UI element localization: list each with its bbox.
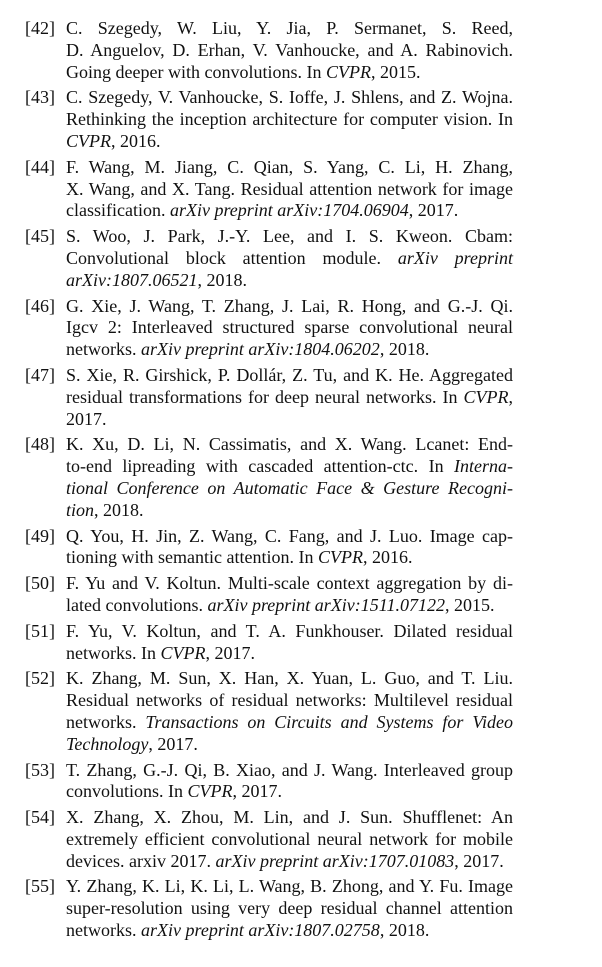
reference-text: Rethinking the inception architecture for computer vision. In bbox=[66, 109, 513, 130]
reference-entry bbox=[25, 434, 515, 521]
reference-entry bbox=[25, 573, 515, 617]
reference-entry bbox=[25, 621, 515, 665]
reference-line bbox=[66, 668, 513, 690]
reference-text: devices. arxiv 2017. bbox=[66, 850, 216, 871]
reference-venue: arXiv preprint arXiv:1804.06202 bbox=[141, 339, 380, 360]
reference-line bbox=[66, 478, 513, 500]
reference-line bbox=[66, 526, 513, 548]
reference-entry bbox=[25, 296, 515, 361]
reference-line bbox=[66, 179, 513, 201]
reference-line bbox=[66, 807, 513, 829]
reference-text: , 2017. bbox=[148, 733, 198, 754]
reference-entry bbox=[25, 668, 515, 755]
reference-line bbox=[66, 643, 513, 665]
reference-entry bbox=[25, 18, 515, 83]
reference-list bbox=[25, 18, 515, 946]
reference-line bbox=[66, 200, 513, 222]
reference-label: [42] bbox=[25, 18, 55, 38]
reference-text: G. Xie, J. Wang, T. Zhang, J. Lai, R. Hong, and G.-J. Qi. bbox=[66, 295, 513, 316]
reference-line bbox=[66, 547, 513, 569]
reference-line bbox=[66, 270, 513, 292]
reference-text: , 2015. bbox=[370, 61, 421, 82]
reference-line bbox=[66, 248, 513, 270]
reference-line bbox=[66, 456, 513, 478]
reference-text: K. Xu, D. Li, N. Cassimatis, and X. Wang. Lcanet: End- bbox=[66, 434, 513, 455]
reference-text: , 2018. bbox=[379, 920, 430, 941]
reference-entry bbox=[25, 365, 515, 430]
reference-label: [52] bbox=[25, 668, 55, 689]
reference-line bbox=[66, 365, 513, 387]
reference-line bbox=[66, 500, 513, 522]
reference-venue: CVPR bbox=[325, 61, 371, 82]
reference-text: , bbox=[508, 386, 513, 407]
reference-line bbox=[66, 434, 513, 456]
reference-text: , 2017. bbox=[232, 781, 282, 802]
reference-venue: Transactions on Circuits and Systems for Video bbox=[145, 711, 513, 732]
reference-label: [55] bbox=[25, 876, 55, 897]
reference-line bbox=[66, 409, 513, 431]
reference-line bbox=[66, 734, 513, 756]
reference-text: , 2017. bbox=[408, 200, 459, 221]
reference-venue: CVPR bbox=[317, 547, 363, 568]
reference-text: C. Szegedy, V. Vanhoucke, S. Ioffe, J. Shlens, and Z. Wojna. bbox=[66, 87, 513, 108]
reference-text: Q. You, H. Jin, Z. Wang, C. Fang, and J. Luo. Image cap- bbox=[66, 525, 513, 546]
reference-text: 2017. bbox=[66, 408, 107, 429]
reference-venue: Interna- bbox=[454, 456, 513, 477]
reference-text: Residual networks of residual networks: Multilevel residual bbox=[66, 690, 513, 711]
reference-line bbox=[66, 898, 513, 920]
reference-text: S. Woo, J. Park, J.-Y. Lee, and I. S. Kweon. Cbam: bbox=[66, 226, 513, 247]
reference-venue: CVPR bbox=[66, 130, 111, 151]
reference-text: convolutions. In bbox=[66, 781, 188, 802]
reference-line bbox=[66, 317, 513, 339]
reference-text: residual transformations for deep neural networks. In bbox=[66, 386, 464, 407]
reference-label: [44] bbox=[25, 156, 55, 177]
reference-venue: CVPR bbox=[160, 642, 206, 663]
reference-text: , 2018. bbox=[197, 269, 247, 290]
reference-text: Igcv 2: Interleaved structured sparse convolutional neural bbox=[66, 317, 513, 338]
reference-line bbox=[66, 296, 513, 318]
reference-text: extremely efficient convolutional neural network for mobile bbox=[66, 828, 513, 849]
reference-text: S. Xie, R. Girshick, P. Dollár, Z. Tu, and K. He. Aggregated bbox=[66, 364, 513, 385]
reference-line bbox=[66, 920, 513, 942]
reference-line bbox=[66, 760, 513, 782]
reference-text: tioning with semantic attention. In bbox=[66, 547, 318, 568]
reference-text: , 2018. bbox=[379, 339, 430, 360]
reference-line bbox=[66, 690, 513, 712]
reference-venue: arXiv preprint arXiv:1707.01083 bbox=[215, 850, 455, 871]
reference-venue: tion bbox=[66, 499, 95, 520]
reference-line bbox=[66, 40, 513, 62]
reference-line bbox=[66, 712, 513, 734]
reference-text: super-resolution using very deep residual channel attention bbox=[66, 898, 513, 919]
reference-line bbox=[66, 157, 513, 179]
reference-text: C. Szegedy, W. Liu, Y. Jia, P. Sermanet, S. Reed, bbox=[66, 18, 513, 38]
reference-line bbox=[66, 109, 513, 131]
reference-text: D. Anguelov, D. Erhan, V. Vanhoucke, and A. Rabinovich. bbox=[66, 39, 513, 60]
reference-label: [49] bbox=[25, 525, 55, 546]
reference-line bbox=[66, 62, 513, 84]
reference-line bbox=[66, 226, 513, 248]
reference-venue: arXiv preprint arXiv:1807.02758 bbox=[141, 920, 380, 941]
reference-line bbox=[66, 573, 513, 595]
reference-text: networks. In bbox=[66, 642, 161, 663]
reference-text: networks. bbox=[66, 920, 141, 941]
reference-text: , 2017. bbox=[205, 642, 255, 663]
reference-text: Going deeper with convolutions. In bbox=[66, 61, 326, 82]
reference-venue: CVPR bbox=[463, 386, 509, 407]
reference-entry bbox=[25, 876, 515, 941]
reference-text: classification. bbox=[66, 200, 170, 221]
reference-venue: CVPR bbox=[187, 781, 233, 802]
reference-line bbox=[66, 18, 513, 40]
reference-line bbox=[66, 621, 513, 643]
reference-text: networks. bbox=[66, 339, 141, 360]
reference-entry bbox=[25, 526, 515, 570]
reference-entry bbox=[25, 157, 515, 222]
reference-line bbox=[66, 876, 513, 898]
reference-label: [47] bbox=[25, 364, 55, 385]
reference-label: [54] bbox=[25, 807, 55, 828]
reference-text: to-end lipreading with cascaded attention-ctc. In bbox=[66, 456, 455, 477]
reference-text: , 2016. bbox=[362, 547, 413, 568]
reference-label: [51] bbox=[25, 620, 55, 641]
reference-text: F. Yu, V. Koltun, and T. A. Funkhouser. Dilated residual bbox=[66, 620, 513, 641]
reference-line bbox=[66, 851, 513, 873]
reference-text: T. Zhang, G.-J. Qi, B. Xiao, and J. Wang. Interleaved group bbox=[66, 759, 513, 780]
reference-text: K. Zhang, M. Sun, X. Han, X. Yuan, L. Guo, and T. Liu. bbox=[66, 668, 513, 689]
reference-line bbox=[66, 87, 513, 109]
reference-line bbox=[66, 131, 513, 153]
reference-venue: tional Conference on Automatic Face & Gesture Recogni- bbox=[66, 477, 513, 498]
reference-label: [48] bbox=[25, 434, 55, 455]
reference-entry bbox=[25, 807, 515, 872]
reference-line bbox=[66, 339, 513, 361]
reference-text: F. Wang, M. Jiang, C. Qian, S. Yang, C. Li, H. Zhang, bbox=[66, 156, 513, 177]
reference-text: Y. Zhang, K. Li, K. Li, L. Wang, B. Zhong, and Y. Fu. Image bbox=[66, 876, 513, 897]
reference-venue: arXiv preprint arXiv:1704.06904 bbox=[169, 200, 409, 221]
reference-entry bbox=[25, 760, 515, 804]
reference-label: [46] bbox=[25, 295, 55, 316]
reference-venue: arXiv preprint arXiv:1511.07122 bbox=[207, 594, 445, 615]
reference-text: lated convolutions. bbox=[66, 594, 208, 615]
reference-label: [53] bbox=[25, 759, 55, 780]
reference-text: X. Zhang, X. Zhou, M. Lin, and J. Sun. Shufflenet: An bbox=[66, 807, 513, 828]
reference-label: [50] bbox=[25, 573, 55, 594]
reference-text: , 2016. bbox=[111, 130, 161, 151]
reference-text: F. Yu and V. Koltun. Multi-scale context aggregation by di- bbox=[66, 573, 513, 594]
reference-text: , 2018. bbox=[94, 499, 144, 520]
reference-text: networks. bbox=[66, 711, 146, 732]
reference-line bbox=[66, 595, 513, 617]
reference-line bbox=[66, 829, 513, 851]
reference-text: , 2015. bbox=[444, 594, 495, 615]
reference-label: [43] bbox=[25, 87, 55, 108]
reference-text: , 2017. bbox=[454, 850, 504, 871]
reference-venue: arXiv:1807.06521 bbox=[66, 269, 198, 290]
reference-label: [45] bbox=[25, 226, 55, 247]
reference-text: Convolutional block attention module. bbox=[66, 247, 398, 268]
reference-text: X. Wang, and X. Tang. Residual attention network for image bbox=[66, 178, 513, 199]
reference-line bbox=[66, 387, 513, 409]
reference-venue: arXiv preprint bbox=[397, 247, 513, 268]
reference-entry bbox=[25, 226, 515, 291]
reference-entry bbox=[25, 87, 515, 152]
reference-venue: Technology bbox=[66, 733, 149, 754]
reference-line bbox=[66, 781, 513, 803]
